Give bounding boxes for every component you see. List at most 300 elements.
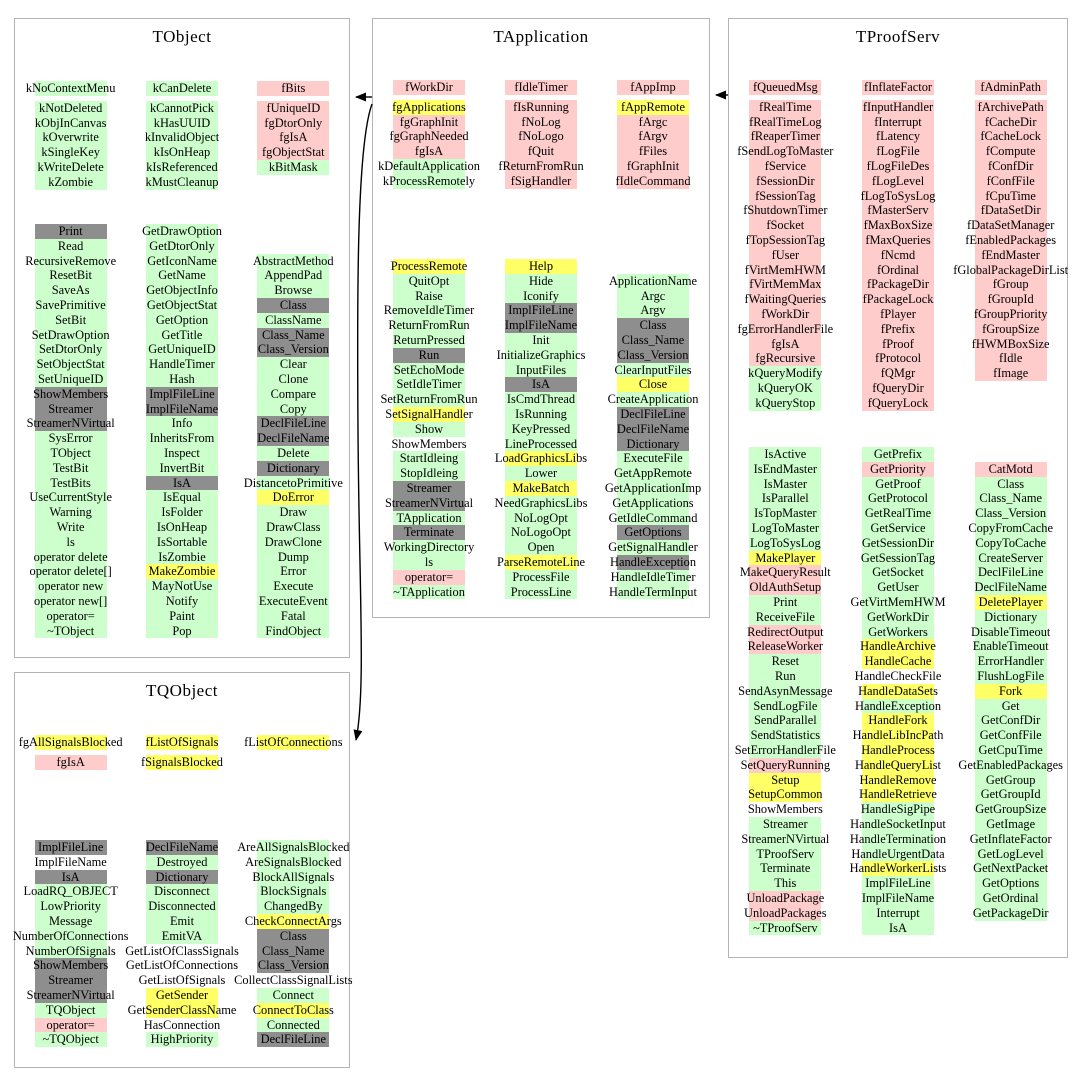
method-column: [12, 840, 129, 1047]
method-item: [35, 624, 107, 639]
method-item: [608, 540, 698, 555]
member-label: fCacheDir: [984, 114, 1037, 129]
method-item: [380, 392, 478, 407]
method-item: [257, 958, 329, 973]
method-column: [597, 259, 709, 599]
method-item: [35, 431, 107, 446]
method-item: [975, 610, 1047, 625]
method-label: EnableTimeout: [972, 639, 1049, 654]
method-label: Class: [997, 476, 1025, 491]
member-label: fAdminPath: [980, 80, 1041, 94]
method-item: [975, 669, 1047, 684]
method-label: GetEnabledPackages: [958, 757, 1063, 772]
method-label: LogToSysLog: [749, 535, 821, 550]
method-label: IsA: [889, 920, 907, 935]
method-label: HandleTermination: [849, 831, 947, 846]
method-item: [257, 624, 329, 639]
method-item: [35, 268, 107, 283]
method-item: [749, 699, 821, 714]
member-label: fgIsA: [56, 754, 85, 769]
member-item: [862, 248, 934, 263]
member-label: fPrefix: [880, 321, 916, 336]
method-item: [257, 564, 329, 579]
method-label: GetDrawOption: [142, 224, 222, 238]
member-item: [975, 248, 1047, 263]
method-label: GetSenderClassName: [127, 1002, 237, 1017]
method-label: Inspect: [164, 445, 200, 460]
method-label: Iconify: [523, 288, 559, 303]
method-label: Class: [639, 318, 667, 333]
member-label: kProcessRemotely: [382, 173, 476, 188]
method-label: StartIdleing: [399, 451, 459, 466]
method-label: GetGroup: [985, 772, 1036, 787]
method-label: UnloadPackages: [744, 905, 827, 920]
method-label: IsA: [61, 869, 80, 884]
method-item: [849, 831, 947, 847]
method-label: GetLogLevel: [977, 846, 1044, 861]
member-label: fWorkDir: [405, 80, 453, 94]
method-item: [975, 773, 1047, 788]
method-label: Print: [773, 594, 798, 609]
method-label: operator delete: [33, 549, 108, 564]
method-item: [383, 540, 475, 555]
method-column: [234, 840, 353, 1047]
method-label: GetSocket: [872, 565, 924, 580]
method-label: IsRunning: [515, 406, 567, 421]
method-label: CollectClassSignalLists: [234, 973, 353, 988]
method-item: [614, 362, 692, 378]
method-label: IsMaster: [763, 476, 807, 491]
method-item: [257, 402, 329, 417]
method-label: SetIdleTimer: [396, 377, 462, 392]
method-item: [862, 447, 934, 462]
method-item: [505, 570, 577, 585]
method-item: [146, 899, 218, 914]
member-item: [749, 366, 821, 381]
method-item: [617, 289, 689, 304]
method-item: [617, 437, 689, 452]
method-label: Help: [528, 259, 554, 273]
method-item: [604, 480, 702, 496]
member-label: fOrdinal: [877, 262, 919, 277]
method-label: GetObjectInfo: [146, 283, 218, 298]
member-item: [617, 115, 689, 130]
method-label: GetListOfConnections: [125, 958, 239, 973]
member-item: [146, 175, 218, 190]
member-label: fGroupPriority: [973, 306, 1048, 321]
member-item: [975, 144, 1047, 159]
member-label: fLogFile: [876, 144, 920, 159]
method-item: [609, 584, 697, 600]
method-label: Argc: [640, 288, 666, 303]
member-label: fHWMBoxSize: [971, 336, 1050, 351]
method-item: [749, 491, 821, 506]
method-item: [862, 536, 934, 551]
method-label: GetWorkDir: [867, 609, 929, 624]
method-label: MakePlayer: [755, 550, 816, 565]
method-item: [146, 988, 218, 1003]
method-column: [238, 224, 349, 638]
member-item: [35, 755, 107, 770]
member-item: [749, 129, 821, 144]
member-column: [842, 80, 955, 411]
method-label: HandleCache: [864, 654, 932, 669]
method-item: [146, 476, 218, 491]
method-item: [383, 303, 475, 318]
member-item: [862, 307, 934, 322]
method-item: [146, 594, 218, 609]
method-item: [23, 884, 118, 899]
method-item: [35, 1032, 107, 1047]
member-label: kWriteDelete: [37, 159, 104, 174]
member-label: kQueryStop: [755, 395, 816, 410]
method-item: [975, 491, 1047, 506]
method-item: [393, 274, 465, 289]
method-label: This: [774, 876, 797, 891]
method-item: [862, 743, 934, 758]
method-label: GetPrefix: [873, 447, 923, 461]
method-item: [859, 772, 937, 788]
method-item: [738, 683, 833, 699]
member-label: fWaitingQueries: [744, 292, 827, 307]
method-item: [505, 392, 577, 407]
member-item: [146, 116, 218, 131]
member-item: [862, 396, 934, 411]
method-item: [146, 870, 218, 885]
method-label: Compare: [270, 386, 317, 401]
method-item: [257, 416, 329, 431]
method-item: [862, 921, 934, 936]
method-label: Run: [775, 668, 796, 683]
member-item: [749, 159, 821, 174]
method-item: [749, 521, 821, 536]
member-label: fService: [764, 158, 806, 173]
method-label: Browse: [274, 283, 313, 298]
method-label: ShowMembers: [747, 802, 823, 817]
member-item: [966, 218, 1055, 233]
method-item: [257, 446, 329, 461]
member-label: fImage: [993, 366, 1029, 381]
member-label: fListOfConnections: [244, 735, 343, 749]
member-label: kNotDeleted: [39, 100, 103, 115]
method-label: HandleDataSets: [858, 683, 938, 698]
method-label: SetEchoMode: [393, 362, 465, 377]
method-item: [146, 840, 218, 855]
method-label: DeclFileLine: [620, 406, 686, 421]
member-label: kIsOnHeap: [153, 145, 211, 160]
method-item: [617, 303, 689, 318]
method-item: [850, 816, 946, 832]
method-label: FlushLogFile: [977, 668, 1045, 683]
member-item: [25, 81, 116, 96]
method-label: MakeZombie: [148, 564, 216, 579]
methods-section: [373, 259, 709, 599]
method-item: [975, 817, 1047, 832]
member-label: fLogToSysLog: [860, 188, 936, 203]
method-label: ShowMembers: [33, 958, 109, 973]
method-item: [393, 481, 465, 496]
method-item: [257, 1018, 329, 1033]
method-item: [146, 490, 218, 505]
member-column: [485, 80, 597, 189]
method-label: IsA: [173, 475, 191, 490]
member-item: [505, 144, 577, 159]
method-label: CreateServer: [978, 550, 1043, 565]
member-item: [749, 80, 821, 95]
member-label: fVirtMemHWM: [744, 262, 826, 277]
method-item: [393, 525, 465, 540]
method-label: Class: [279, 297, 307, 312]
member-label: fgIsA: [414, 144, 444, 159]
method-item: [610, 554, 697, 570]
method-item: [505, 437, 577, 452]
method-column: [373, 259, 485, 599]
member-label: fMasterServ: [867, 203, 929, 218]
member-item: [505, 129, 577, 144]
method-label: Delete: [277, 445, 310, 460]
method-label: SetDtorOnly: [38, 342, 103, 357]
method-item: [975, 477, 1047, 492]
method-item: [958, 757, 1063, 773]
method-label: IsSortable: [156, 534, 208, 549]
method-item: [257, 342, 329, 357]
member-label: fNoLog: [521, 114, 561, 129]
method-label: GetSessionTag: [860, 550, 936, 565]
method-item: [862, 462, 934, 477]
method-item: [862, 713, 934, 728]
method-label: GetObjectStat: [146, 297, 218, 312]
member-label: fIdleCommand: [615, 173, 691, 188]
member-item: [749, 337, 821, 352]
method-label: HandleRetrieve: [859, 787, 937, 802]
method-item: [862, 580, 934, 595]
member-item: [617, 100, 689, 115]
method-label: SetDrawOption: [31, 327, 110, 342]
method-label: Streamer: [48, 401, 94, 416]
member-label: fgGraphNeeded: [389, 129, 469, 144]
method-item: [146, 914, 218, 929]
method-item: [968, 520, 1054, 536]
method-label: HandleException: [610, 554, 697, 569]
method-item: [608, 510, 698, 526]
method-label: operator=: [46, 1017, 95, 1032]
method-item: [975, 802, 1047, 817]
method-label: IsEndMaster: [753, 461, 817, 476]
method-column: [15, 224, 126, 638]
method-item: [749, 847, 821, 862]
method-label: ProcessRemote: [390, 259, 468, 273]
method-item: [234, 973, 353, 988]
member-item: [975, 159, 1047, 174]
method-item: [862, 506, 934, 521]
method-item: [969, 831, 1052, 847]
member-item: [862, 233, 934, 248]
method-item: [494, 495, 588, 511]
member-item: [862, 174, 934, 189]
member-item: [749, 307, 821, 322]
method-label: HasConnection: [143, 1017, 221, 1032]
method-column: [126, 224, 237, 638]
method-label: IsTopMaster: [754, 506, 817, 521]
method-label: StreamerNVirtual: [26, 416, 115, 431]
method-column: [954, 447, 1067, 935]
method-label: GetSessionDir: [861, 535, 935, 550]
member-item: [737, 144, 834, 159]
method-label: Connect: [272, 987, 314, 1002]
method-item: [146, 535, 218, 550]
method-label: Clear: [279, 357, 307, 372]
method-label: HandleTermInput: [609, 584, 697, 599]
method-label: Warning: [49, 505, 92, 520]
method-label: MayNotUse: [151, 579, 213, 594]
member-label: kInvalidObject: [144, 130, 220, 145]
method-item: [26, 987, 115, 1003]
member-label: kNoContextMenu: [25, 81, 116, 95]
member-label: fgIsA: [279, 130, 308, 145]
method-item: [862, 654, 934, 669]
member-item: [35, 130, 107, 145]
method-label: GetPackageDir: [972, 905, 1049, 920]
method-label: IsFolder: [161, 505, 203, 520]
method-item: [749, 787, 821, 802]
member-column: [126, 81, 237, 190]
method-item: [35, 313, 107, 328]
method-item: [393, 585, 465, 600]
method-item: [862, 802, 934, 817]
member-label: fNoLogo: [518, 129, 564, 144]
method-item: [393, 511, 465, 526]
member-column: [729, 80, 842, 411]
method-item: [505, 289, 577, 304]
method-item: [146, 564, 218, 579]
method-item: [393, 289, 465, 304]
methods-section: [729, 447, 1067, 935]
method-label: Info: [171, 416, 193, 431]
member-item: [745, 232, 826, 248]
member-label: fCacheLock: [980, 129, 1041, 144]
member-item: [617, 80, 689, 95]
method-item: [35, 342, 107, 357]
member-column: [15, 81, 126, 190]
method-label: HandleRemove: [859, 772, 937, 787]
member-item: [749, 218, 821, 233]
method-label: SetupCommon: [748, 787, 823, 802]
class-title-tproofserv: TProofServ: [855, 27, 941, 46]
member-item: [862, 337, 934, 352]
method-item: [749, 876, 821, 891]
method-label: Terminate: [403, 525, 455, 540]
method-item: [138, 973, 226, 988]
method-label: ImplFileName: [145, 401, 219, 416]
method-item: [253, 253, 334, 269]
method-item: [617, 377, 689, 392]
member-item: [862, 144, 934, 159]
member-label: fArgc: [638, 114, 668, 129]
member-item: [505, 115, 577, 130]
member-item: [617, 144, 689, 159]
method-item: [35, 870, 107, 885]
method-label: LowPriority: [40, 899, 101, 914]
method-item: [29, 490, 112, 505]
method-label: SetObjectStat: [36, 357, 105, 372]
method-item: [505, 525, 577, 540]
method-label: ResetBit: [49, 268, 92, 283]
method-label: UnloadPackage: [746, 890, 825, 905]
member-label: fPackageLock: [862, 292, 934, 307]
member-item: [749, 277, 821, 292]
method-label: SetBit: [55, 312, 87, 327]
method-label: HighPriority: [150, 1032, 214, 1047]
method-label: ImplFileLine: [865, 876, 931, 891]
method-label: CopyFromCache: [968, 520, 1054, 535]
method-item: [741, 831, 830, 847]
member-label: fVirtMemMax: [749, 277, 822, 292]
method-item: [505, 259, 577, 274]
member-item: [975, 277, 1047, 292]
method-label: Paint: [169, 608, 195, 623]
member-item: [744, 292, 827, 307]
method-item: [749, 713, 821, 728]
member-item: [382, 173, 476, 189]
method-label: GetPriority: [870, 461, 926, 476]
method-item: [35, 594, 107, 609]
method-item: [29, 564, 112, 579]
method-item: [505, 363, 577, 378]
method-item: [257, 550, 329, 565]
member-item: [975, 351, 1047, 366]
member-item: [862, 80, 934, 95]
method-label: Terminate: [760, 861, 811, 876]
member-label: kMustCleanup: [145, 174, 219, 189]
method-label: QuitOpt: [408, 273, 450, 288]
method-label: Class_Version: [617, 347, 689, 362]
method-item: [146, 254, 218, 269]
method-item: [607, 392, 699, 407]
method-item: [610, 569, 696, 585]
method-label: TQObject: [45, 1002, 96, 1017]
method-label: NoLogoOpt: [511, 525, 571, 540]
member-label: fEnabledPackages: [965, 232, 1057, 247]
method-label: StopIdleing: [400, 466, 458, 481]
method-label: GetUser: [877, 580, 919, 595]
member-label: fTopSessionTag: [745, 232, 826, 247]
method-item: [393, 451, 465, 466]
method-label: InvertBit: [159, 460, 205, 475]
method-item: [505, 407, 577, 422]
method-label: StreamerNVirtual: [384, 495, 474, 510]
member-label: fQMgr: [880, 366, 916, 381]
method-label: BlockSignals: [260, 884, 327, 899]
class-title-tobject: TObject: [152, 27, 212, 46]
method-item: [393, 377, 465, 392]
method-item: [35, 958, 107, 973]
method-label: ~TQObject: [42, 1032, 99, 1047]
method-label: HandleWorkerLists: [849, 861, 947, 876]
method-item: [35, 550, 107, 565]
method-item: [862, 891, 934, 906]
member-item: [393, 144, 465, 159]
method-label: ProcessFile: [512, 569, 570, 584]
method-label: Streamer: [762, 816, 808, 831]
member-label: fgAllSignalsBlocked: [18, 735, 123, 749]
method-item: [975, 551, 1047, 566]
method-label: Fork: [998, 683, 1023, 698]
member-item: [975, 307, 1047, 322]
member-label: fReturnFromRun: [498, 158, 584, 173]
method-item: [244, 913, 342, 929]
member-label: fSessionTag: [755, 188, 816, 203]
member-item: [35, 145, 107, 160]
